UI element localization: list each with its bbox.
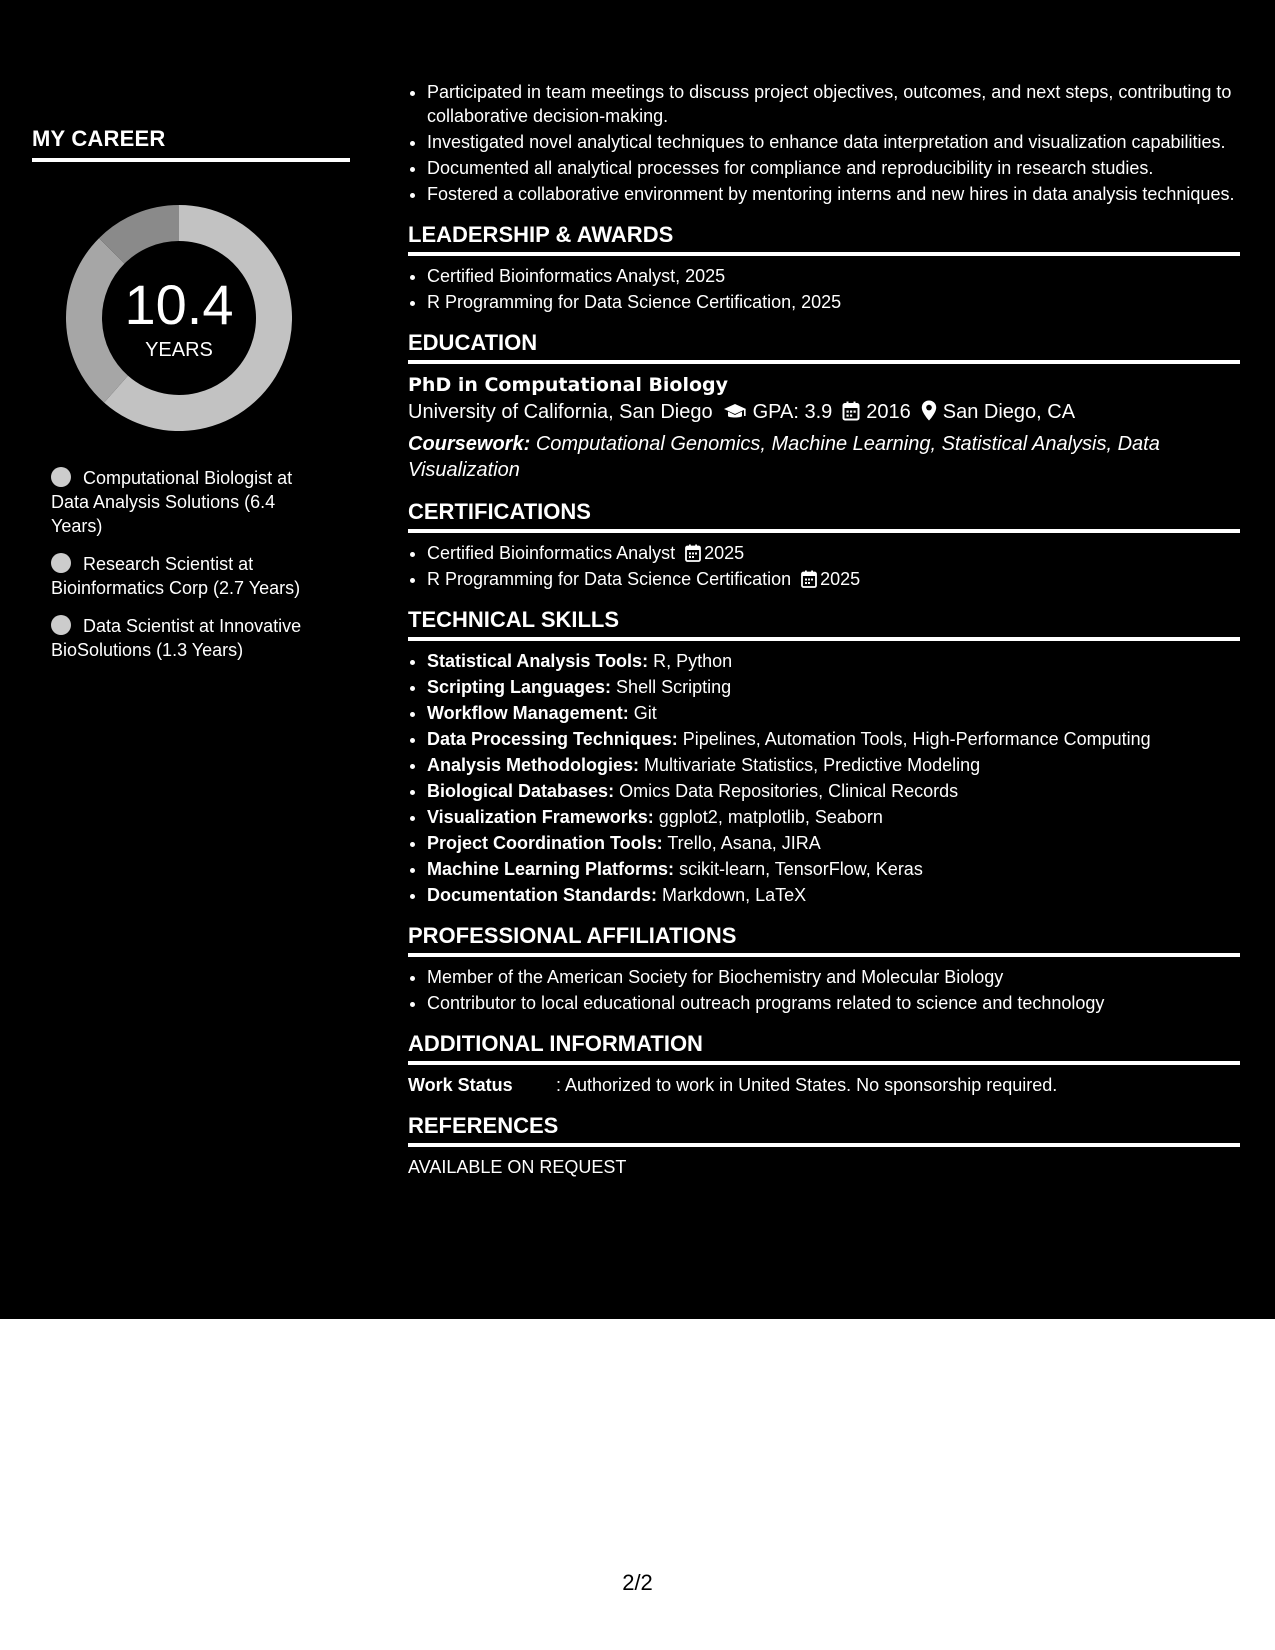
skill-label: Visualization Frameworks: [427, 807, 654, 827]
skill-item [427, 675, 1240, 699]
skill-value: Omics Data Repositories, Clinical Records [619, 781, 959, 801]
circle-icon [51, 615, 71, 635]
affiliation-item: • Member of the American Society for Biochemistry and Molecular Biology [427, 965, 1240, 989]
graduation-cap-icon [723, 401, 747, 429]
experience-bullets [408, 80, 1240, 206]
certification-year: 2025 [704, 543, 745, 563]
skill-label: Scripting Languages: [427, 677, 612, 697]
references-heading: REFERENCES [408, 1113, 1240, 1147]
certification-year: 2025 [820, 569, 861, 589]
skills-list [408, 649, 1240, 907]
skill-value: Markdown, LaTeX [662, 885, 807, 905]
career-donut-chart [66, 205, 292, 431]
career-label: Data Scientist at Innovative BioSolutions (1.3 Years) [51, 616, 302, 660]
leadership-heading: LEADERSHIP & AWARDS [408, 222, 1240, 256]
certifications-heading: CERTIFICATIONS [408, 499, 1240, 533]
skill-value: Git [633, 703, 657, 723]
certification-date [685, 541, 744, 565]
skill-item [427, 857, 1240, 881]
experience-bullet: • Fostered a collaborative environment by mentoring interns and new hires in data analysis techniques. [427, 182, 1240, 206]
certifications-list [408, 541, 1240, 591]
work-status-row [408, 1073, 1240, 1097]
circle-icon [51, 553, 71, 573]
coursework [408, 431, 1240, 483]
calendar-icon [685, 544, 701, 562]
leadership-list [408, 264, 1240, 314]
location-pin-icon [921, 400, 937, 429]
skill-item [427, 883, 1240, 907]
career-item [51, 552, 331, 600]
education-heading: EDUCATION [408, 330, 1240, 364]
skill-value: scikit-learn, TensorFlow, Keras [679, 859, 923, 879]
leadership-item: • Certified Bioinformatics Analyst, 2025 [427, 264, 1240, 288]
gpa: GPA: 3.9 [752, 401, 833, 423]
career-item [51, 466, 331, 538]
leadership-item: • R Programming for Data Science Certification, 2025 [427, 290, 1240, 314]
circle-icon [51, 467, 71, 487]
years-total: 10.4 [124, 273, 234, 336]
skill-item [427, 831, 1240, 855]
skill-item [427, 805, 1240, 829]
skill-label: Statistical Analysis Tools: [427, 651, 649, 671]
skill-value: Shell Scripting [616, 677, 732, 697]
skill-value: R, Python [653, 651, 733, 671]
work-status-value: : Authorized to work in United States. No sponsorship required. [556, 1075, 1058, 1095]
coursework-label: Coursework: [408, 433, 531, 455]
donut-segment [112, 223, 179, 251]
references-text: AVAILABLE ON REQUEST [408, 1157, 627, 1177]
career-item [51, 614, 331, 662]
experience-bullet: • Documented all analytical processes for compliance and reproducibility in research studies. [427, 156, 1240, 180]
graduation-year: 2016 [866, 401, 911, 423]
skill-label: Data Processing Techniques: [427, 729, 678, 749]
certification-name: Certified Bioinformatics Analyst [427, 543, 676, 563]
experience-bullet: • Participated in team meetings to discuss project objectives, outcomes, and next steps, contributing to collaborative decision-making. [427, 80, 1240, 128]
sidebar [0, 0, 382, 1319]
sidebar-title: MY CAREER [32, 126, 350, 162]
calendar-icon [801, 570, 817, 588]
skill-item [427, 779, 1240, 803]
certification-name: R Programming for Data Science Certification [427, 569, 792, 589]
degree-title: PhD in Computational Biology [408, 374, 729, 396]
skills-heading: TECHNICAL SKILLS [408, 607, 1240, 641]
career-label: Research Scientist at Bioinformatics Corp (2.7 Years) [51, 554, 301, 598]
skill-value: Trello, Asana, JIRA [667, 833, 821, 853]
work-status-label: Work Status [408, 1075, 513, 1095]
calendar-icon [842, 401, 860, 429]
skill-label: Project Coordination Tools: [427, 833, 663, 853]
page-number: 2/2 [622, 1570, 653, 1595]
additional-info-heading: ADDITIONAL INFORMATION [408, 1031, 1240, 1065]
experience-bullet: • Investigated novel analytical techniques to enhance data interpretation and visualization capabilities. [427, 130, 1240, 154]
years-unit: YEARS [145, 339, 213, 361]
career-list [51, 466, 331, 676]
affiliation-item: • Contributor to local educational outreach programs related to science and technology [427, 991, 1240, 1015]
school-location: San Diego, CA [942, 401, 1076, 423]
affiliations-list [408, 965, 1240, 1015]
skill-label: Documentation Standards: [427, 885, 658, 905]
skill-item [427, 753, 1240, 777]
skill-value: ggplot2, matplotlib, Seaborn [658, 807, 883, 827]
skill-value: Multivariate Statistics, Predictive Modeling [644, 755, 981, 775]
certification-item [427, 567, 1240, 591]
coursework-list: Computational Genomics, Machine Learning, Statistical Analysis, Data Visualization [408, 433, 1160, 481]
skill-value: Pipelines, Automation Tools, High-Performance Computing [682, 729, 1151, 749]
certification-item [427, 541, 1240, 565]
content [408, 80, 1240, 1179]
career-label: Computational Biologist at Data Analysis Solutions (6.4 Years) [51, 468, 293, 536]
affiliations-heading: PROFESSIONAL AFFILIATIONS [408, 923, 1240, 957]
skill-item [427, 701, 1240, 725]
skill-label: Workflow Management: [427, 703, 629, 723]
skill-item [427, 649, 1240, 673]
skill-label: Biological Databases: [427, 781, 615, 801]
school-name: University of California, San Diego [408, 401, 713, 423]
skill-item [427, 727, 1240, 751]
skill-label: Analysis Methodologies: [427, 755, 640, 775]
certification-date [801, 567, 860, 591]
education-details [408, 398, 1240, 429]
skill-label: Machine Learning Platforms: [427, 859, 675, 879]
